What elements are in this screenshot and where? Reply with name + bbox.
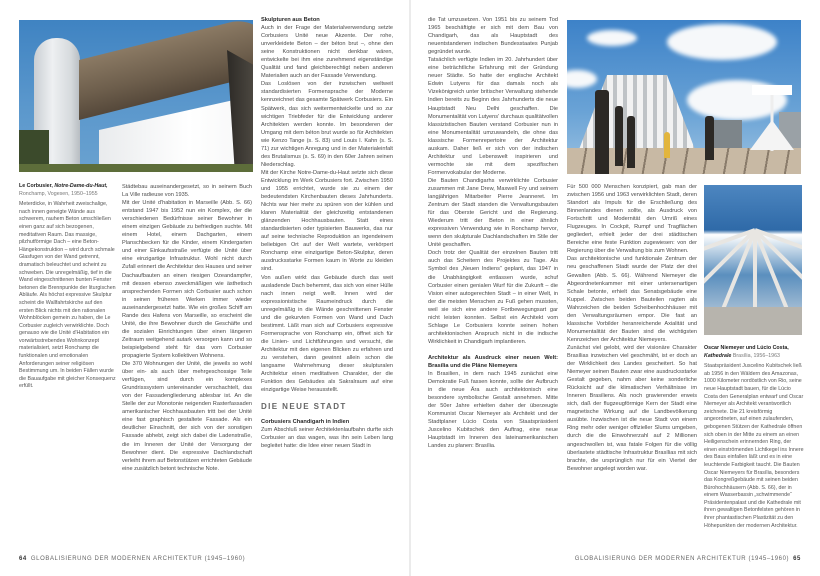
caption-title [704,345,804,360]
caption-author: Le Corbusier, [19,183,55,189]
running-head-right: GLOBALISIERUNG DER MODERNEN ARCHITEKTUR (1945–1960) [574,556,790,562]
spacer [428,346,558,354]
paragraph: Zum Abschluß seiner Architektenlaufbahn durfte sich Corbusier an das wagen, was ihn sein Leben lang begleitet hatte: die Idee einer neuen Stadt in [261,427,393,450]
brasilia-cathedral-photo [567,20,801,174]
photo-cloud [567,70,597,88]
photo-statue [627,116,635,168]
paragraph: Doch trotz der Qualität der einzelnen Bauten tritt auch das Scheitern des Projektes zu Tage. Als Symbol des „Neuen Indiens“ geplant, das 1947 in die Unabhängigkeit entlassen wurde, schuf Corbusier einen genialen Wurf für die Zukunft – die Vision einer autogerechten Stadt – in einer Welt, in der die meisten Menschen zu Fuß gehen mussten, weil sie sich eine andere Fortbewegungsart gar nicht leisten konnten. Selbst ein Architekt vom Schlage Le Corbusiers konnte seinen hohen architektonischen Anspruch nicht in die indische Wirklichkeit in Chandigarh implantieren. [428,250,558,345]
photo-statue [615,106,623,166]
page-number-right: 65 [793,556,801,562]
left-column-2 [261,16,393,450]
running-head-left: GLOBALISIERUNG DER MODERNEN ARCHITEKTUR (1945–1960) [30,556,246,562]
photo-statue [595,90,609,174]
paragraph: Mit der Kirche Notre-Dame-du-Haut setzte sich diese Entwicklung im Werk Corbusiers fort. Zwischen 1950 und 1955 errichtet, wurde sie zu einem der bedeutendsten Kirchenbauten dieses Jahrhunderts. Nichts war hier mehr zu spüren von der kühlen und klaren Materialität der gleichzeitig entstandenen glänzenden Hochhausbauten. Statt eines standardisierten oder typisierten Bauwerks, das nur auf seine technische Reproduktion an irgendeinem beliebigen Ort auf der Welt wartete, verkörpert Ronchamp eine einzigartige Beton-Skulptur, deren ausdrucksstarke Formen kaum in Worte zu kleiden sind. [261,169,393,273]
paragraph: Auch in der Frage der Materialverwendung setzte Corbusiers Unité neue Akzente. Der rohe, unverkleidete Beton – der béton brut –, ohne den seine Konstruktionen nicht denkbar wären, entwickelte bei ihm eine zunehmend eigenständige Qualität und fand gleichberechtigt neben anderen Materialien auch an der Fassade Verwendung. [261,25,393,80]
caption-title [19,183,117,191]
right-column-2 [567,183,697,473]
paragraph: Tatsächlich verfügte Indien im 20. Jahrhundert über eine beträchtliche Erfahrung mit der Gründung neuer Städte. So hatte der englische Architekt Edwin Lutyens für das damals noch als Vizekönigreich unter britischer Verwaltung stehende Indien bereits zu Beginn des Jahrhunderts die neue Hauptstadt Neu Delhi geschaffen. Die Monumentalität von Lutyens' durchaus qualitätvollen klassizistischen Bauten verstand Corbusier nun in eine Monumentalität umzuwandeln, die ohne das klassische Formenrepertoire der Architektur auskam. Daher ließ er sich von der indischen Architektur und Lebenswelt inspirieren und vermochte sie mit dem spezifischen Formenvokabular der Moderne. [428,57,558,176]
paragraph: Von außen wirkt das Gebäude durch das weit ausladende Dach behemmt, das sich von einer Hülle nach innen neigt wellt. Innen wird der expressionistische Raumeindruck durch die unregelmäßig in die Wände geschnittenen Fenster und die gekurvten Formen von Wand und Dach bestimmt. Läßt man sich auf Corbusiers expressive Formensprache von Ronchamp ein, öffnet sich für die Linien- und Lichtführungen und versucht, die Architektur mit den eigenen Blicken zu erfahren und zu verstehen, dann gewinnt allein schon die langsame Wahrnehmung dieser skulpturalen Architektur einen meditativen Charakter, der die Funktion des Gebäudes als Sakralraum auf eine einzigartige Weise herausstellt. [261,274,393,394]
paragraph: Zunächst viel gelobt, wird der visionäre Charakter Brasílias inzwischen viel geschmäht, ist er doch an der Wirklichkeit des Landes gescheitert. So hat Niemeyer seinen Bauten zwar eine ausdrucksstarke Gestalt gegeben, nahm aber keine sonderliche Rücksicht auf die klimatischen Verhältnisse im Inneren Brasiliens. Als noch gravierender erweis sich, daß der flugzeugförmige Kern der Stadt eine magnetische Wirkung auf die Landbevölkerung ausübte. Inzwischen ist die neue Stadt von einem Ring mehr oder weniger offizieller Slums umgeben, durch die die Einwohnerzahl auf 2 Millionen angeschwollen ist, was fatale Folgen für die völlig überlastete städtische Infrastruktur Brasílias mit sich brachte, die ursprünglich nur für ein Viertel der Bewohner angelegt worden war. [567,344,697,472]
paragraph: Mit der Unité d'habitation in Marseille (Abb. S. 66) entstand 1947 bis 1952 nun ein Komplex, der die verschiedenen Bedürfnisse seiner Bewohner in einem einzigen Gebäude zu befriedigen suchte. Mit einem Hotel, einem Dachgarten, einem Planschbecken für die Kinder, einem Kindergarten und einer Einkaufsstraße verfügte die Unité über eine einzigartige Infrastruktur. Wohl nicht durch Zufall erinnert die Architektur des Hauses und seiner Dachaufbauten an einen riesigen Ozeandampfer, mit dessen ebenso zweckmäßigen wie ästhetisch ansprechenden Formen sich Corbusier auch schon in seinen früheren Werken immer wieder auseinandergesetzt hatte. Wie ein großes Schiff am Rande des Hafens von Marseille, so erscheint die Unité, die ihre Bewohner durch die Geschäfte und die sozialen Einrichtungen über einen längeren Zeitraum weitgehend autark versorgen kann und so beispielgebend steht für das vom Corbusier propagierte System kollektiven Wohnens. [122,200,252,359]
paragraph: die Tat umzusetzen. Von 1951 bis zu seinem Tod 1965 beschäftigte er sich mit dem Bau von Chandigarh, das als Hauptstadt des neuentstandenen indischen Bundesstaates Punjab gegründet wurde. [428,17,558,56]
caption-work: Notre-Dame-du-Haut, [54,183,108,189]
caption-place: Ronchamp, Vogesen, 1950–1955 [19,190,98,197]
photo-person [664,132,670,158]
photo-altar [704,307,802,335]
left-page-footer [19,556,245,562]
paragraph: Die 370 Wohnungen der Unité, die jeweils so wohl über ein- als auch über mehrgeschossige Teile verfügen, sind durch ein komplexes Grundrisssystem untereinander verschachtelt, das von der Fassadengliederung ablesbar ist. An die Stelle der zur Monotonie neigenden Rasterfassaden amerikanischer Hochhausbauten tritt bei der Unité eine fast graphisch gestaltete Fassade. Als ein deutlicher Einschnitt, der sich von der sonstigen Fassade abhebt, zeigt sich dabei die Ladenstraße, die im Inneren der Unité der Versorgung der Bewohner dient. Die expressive Dachlandschaft verleiht ihrem auf Betonstützen errichteten Gebäude eine zusätzlich betont technische Note. [122,361,252,472]
caption-author: Oscar Niemeyer und Lúcio Costa, [704,345,789,351]
subheading-brasilia: Architektur als Ausdruck einer neuen Welt: Brasília und die Pläne Niemeyers [428,354,558,369]
book-gutter [409,0,411,576]
photo-cloud [587,30,637,46]
caption-work: Kathedrale [704,352,732,359]
ronchamp-caption [19,183,117,391]
brasilia-caption [704,345,804,530]
left-column-1 [122,183,252,473]
photo-building [712,120,742,148]
photo-grass [19,164,253,172]
caption-text: Meterdicke, in Wahrheit zweischalige, nach innen geneigte Wände aus schwerem, rauhem Beton umschließen einen ganz auf sich bezogenen, meditativen Raum. Das massige, pilzhutförmige Dach – eine Beton-Hängekonstruktion – wird durch schmale Glasfugen von der Wand getrennt, dramatisch beleuchtet und scheint zu schweben. Die unregelmäßig, tief in die Wand eingeschnittenen bunten Fenster betonen die Brennpunkte der liturgischen Abläufe. Als höchst expressive Skulptur scheint die Wallfahrtskirche auf den ersten Blick nichts mit den rationalen Wohnblöcken gemein zu haben, die Le Corbusier zugleich verwirklichte. Doch genauso wie die Unité d'Habitation ein vorwärtsstrebendes Wohnkonzept materialisiert, setzt Ronchamp die funktionalen und emotionalen Anforderungen seiner religiösen Bestimmung um. In beiden Fällen wurde die Bauaufgabe mit gleicher Konsequenz erfüllt. [19,201,116,390]
subheading-skulpturen: Skulpturen aus Beton [261,17,320,23]
paragraph: In Brasilien, in dem nach 1945 zunächst eine Demokratie Fuß fassen konnte, sollte der Aufbruch in die neue Ära auch architektonisch eine besondere symbolische Gestalt annehmen. Mitte der 50er Jahre erhielten daher der überzeugte Kommunist Oscar Niemeyer als Architekt und der Stadtplaner Lúcio Costa von Staatspräsident Juscelino Kubitschek den Auftrag, eine neue Hauptstadt im Inneren des lateinamerikanischen Landes zu planen: Brasília. [428,371,558,450]
paragraph: Das Loslösen von der inzwischen weltweit standardisierten Formensprache der Moderne kennzeichnet das gesamte Spätwerk Corbusiers. Ein Spätwerk, das sich weitermentwickelte und so zur wichtigen Triebfeder für die Entwicklung anderer Architekten werden konnte. Im besonderen der Umgang mit dem béton brut wurde so für Architekten wie Kenzo Tange (s. S. 83) und Louis I. Kahn (s. S. 71) zur wichtigen Anregung und in der Materialeinfalt des Brutalismus (s. S. 69) in den 60er Jahren seinen Niederschlag. [261,81,393,168]
right-column-1 [428,16,558,450]
subheading-chandigarh: Corbusiers Chandigarh in Indien [261,419,350,426]
cathedral-interior-photo [704,185,802,335]
photo-statue [705,116,714,160]
caption-place: Brasília, 1956–1963 [732,352,780,359]
caption-text: Staatspräsident Juscelino Kubitschek ließ ab 1956 in den Wäldern des Amazonas, 1000 Kilometer nordöstlich von Rio, seine neue Hauptstadt bauen, für die Lúcio Costa den Generalplan entwarf und Oscar Niemeyer als Architekt verantwortlich zeichnete. Die 21 kreisförmig angeordneten, auf einen zulaufenden, gebogenen Stützen der Kathedrale öffnen sich oben in der Mitte zu einem an einen Heiligenschein erinnernden Ring, der einen einströmenden Lichtkegel ins Innere des Baus einfallen läßt und es in eine leuchtende Farbigkeit taucht. Die Bauten Oscar Niemeyers für Brasília, besonders das Kongreßgebäude mit seinen beiden Bürohochhäusern (Abb. S. 66), der in einem Wasserbassin „schwimmende“ Präsidentenpalast und die Kathedrale mit ihren gewaltigen Betonfelsten gehören in ihrer phantastischen Plastizität zu den Höhepunkten der modernen Architektur. [704,363,804,529]
section-heading-neue-stadt: DIE NEUE STADT [261,402,347,412]
paragraph: Für 500 000 Menschen konzipiert, gab man der zwischen 1956 und 1963 verwirklichten Stadt, deren Standort als Impuls für die Erschließung des Binnenlandes dienen sollte, als Ausdruck von Fortschritt und Modernität den Umriß eines Flugzeuges. In Cockpit, Rumpf und Tragflächen gegliedert, erhielt jeder der drei städtischen Bereiche eine feste Funktion zugewiesen: von der Regierung über die Verwaltung bis zum Wohnen. [567,184,697,255]
page-number-left: 64 [19,556,27,562]
photo-cloud [667,24,777,60]
paragraph: Die Bauten Chandigarhs verwirklichte Corbusier zusammen mit Jane Drew, Maxwell Fry und seinem langjährigen Mitarbeiter Pierre Jeanneret. Im Zentrum der Stadt standen die Verwaltungsbauten für das Oberste Gericht und die Regierung. Wiederum tritt der Beton in einer ähnlich expressiven Verwendung wie in Ronchamp hervor, wenn den skulpturale Dachlandschaften im Stile der Unité geschaffen. [428,177,558,249]
ronchamp-photo [19,20,253,172]
paragraph: Städtebau auseinandergesetzt, so in seinem Buch La Ville radieuse von 1935. [122,184,252,199]
paragraph: Das architektonische und funktionale Zentrum der neu geschaffenen Stadt wurde der Platz der drei Gewalten (Abb. S. 66). Während Niemeyer die Abgeordnetenkammer mit einer untersenartigen Schale betonte, erhielt das Senatsgebäude eine Kuppel. Zwischen beiden Bauteilen ragten als Wahrzeichen die beiden Scheibenhochhäuser mit den Verwaltungsräumen empor. Die fast an klassische Vorbilder heranreichende Axialität und Monumentalität der Bauten sind die wichtigsten Kennzeichen der Architektur Niemeyers. [567,256,697,343]
right-page-footer [575,556,801,562]
